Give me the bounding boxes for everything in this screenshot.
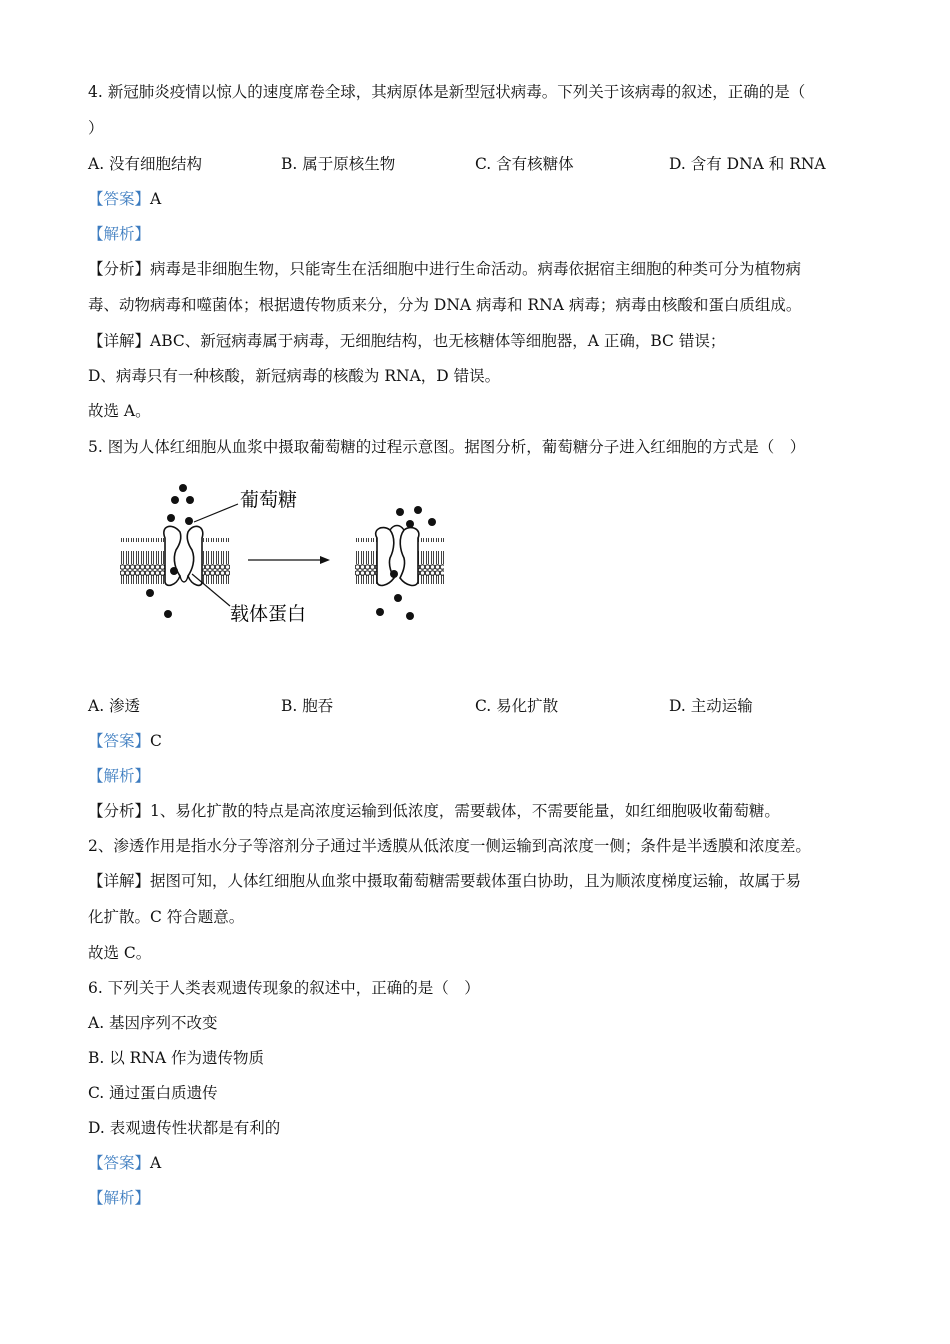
q6-option-c: C. 通过蛋白质遗传 [88, 1084, 218, 1102]
glucose-transport-diagram [110, 478, 470, 638]
q5-xiangjie-line2: 化扩散。C 符合题意。 [88, 908, 245, 926]
q5-conclusion: 故选 C。 [88, 944, 152, 962]
q6-analysis-tag-line [88, 1188, 150, 1208]
q5-option-a: A. 渗透 [88, 697, 141, 715]
label-glucose: 葡萄糖 [240, 489, 298, 511]
analysis-tag: 【解析】 [88, 1189, 151, 1207]
q4-option-b: B. 属于原核生物 [281, 155, 396, 173]
q4-conclusion: 故选 A。 [88, 402, 151, 420]
q5-xiangjie-text1: 据图可知，人体红细胞从血浆中摄取葡萄糖需要载体蛋白协助，且为顺浓度梯度运输，故属于易 [150, 872, 802, 890]
q5-answer-line [88, 731, 162, 751]
q5-fenxi-line1 [88, 801, 780, 821]
q5-answer: C [150, 732, 162, 750]
q4-fenxi-line2: 毒、动物病毒和噬菌体；根据遗传物质来分，分为 DNA 病毒和 RNA 病毒；病毒由核酸和蛋白质组成。 [88, 296, 802, 314]
q6-answer: A [150, 1154, 162, 1172]
q6-answer-line [88, 1153, 161, 1173]
q5-option-d: D. 主动运输 [669, 697, 753, 715]
q6-option-d: D. 表观遗传性状都是有利的 [88, 1119, 281, 1137]
analysis-tag: 【解析】 [88, 767, 151, 785]
fenxi-tag: 【分析】 [88, 260, 151, 278]
answer-tag: 【答案】 [88, 1154, 151, 1172]
answer-tag: 【答案】 [88, 190, 151, 208]
q4-answer-line [88, 189, 161, 209]
q5-option-c: C. 易化扩散 [475, 697, 559, 715]
q6-option-a: A. 基因序列不改变 [88, 1014, 218, 1032]
q5-fenxi-line2: 2、渗透作用是指水分子等溶剂分子通过半透膜从低浓度一侧运输到高浓度一侧；条件是半透膜和浓度差。 [88, 837, 811, 855]
q4-xiangjie-line1 [88, 331, 725, 351]
glucose-transport-figure [110, 478, 470, 638]
q4-option-a: A. 没有细胞结构 [88, 155, 203, 173]
q5-analysis-tag-line [88, 766, 150, 786]
q5-option-b: B. 胞吞 [281, 697, 334, 715]
q6-stem: 6. 下列关于人类表观遗传现象的叙述中，正确的是（ ） [88, 979, 480, 997]
left-membrane [120, 526, 230, 585]
q5-stem: 5. 图为人体红细胞从血浆中摄取葡萄糖的过程示意图。据图分析，葡萄糖分子进入红细胞的方式是（ ） [88, 438, 806, 456]
q5-xiangjie-line1 [88, 871, 801, 891]
answer-tag: 【答案】 [88, 732, 151, 750]
fenxi-tag: 【分析】 [88, 802, 151, 820]
xiangjie-tag: 【详解】 [88, 332, 151, 350]
label-carrier-protein: 载体蛋白 [230, 603, 307, 625]
q4-xiangjie-text1: ABC、新冠病毒属于病毒，无细胞结构，也无核糖体等细胞器，A 正确，BC 错误； [150, 332, 726, 350]
q4-stem-line1: 4. 新冠肺炎疫情以惊人的速度席卷全球，其病原体是新型冠状病毒。下列关于该病毒的叙述，正确的是（ [88, 83, 806, 101]
q5-fenxi-text1: 1、易化扩散的特点是高浓度运输到低浓度，需要载体，不需要能量，如红细胞吸收葡萄糖。 [150, 802, 780, 820]
analysis-tag: 【解析】 [88, 225, 151, 243]
xiangjie-tag: 【详解】 [88, 872, 151, 890]
q4-answer: A [150, 190, 162, 208]
q4-fenxi-line1 [88, 259, 801, 279]
right-membrane [355, 526, 444, 586]
q4-option-c: C. 含有核糖体 [475, 155, 574, 173]
q4-analysis-tag-line [88, 224, 150, 244]
q4-fenxi-text1: 病毒是非细胞生物，只能寄生在活细胞中进行生命活动。病毒依据宿主细胞的种类可分为植物病 [150, 260, 802, 278]
q4-xiangjie-line2: D、病毒只有一种核酸，新冠病毒的核酸为 RNA，D 错误。 [88, 367, 501, 385]
q4-option-d: D. 含有 DNA 和 RNA [669, 155, 826, 173]
q6-option-b: B. 以 RNA 作为遗传物质 [88, 1049, 265, 1067]
q4-stem-line2: ） [88, 119, 104, 137]
